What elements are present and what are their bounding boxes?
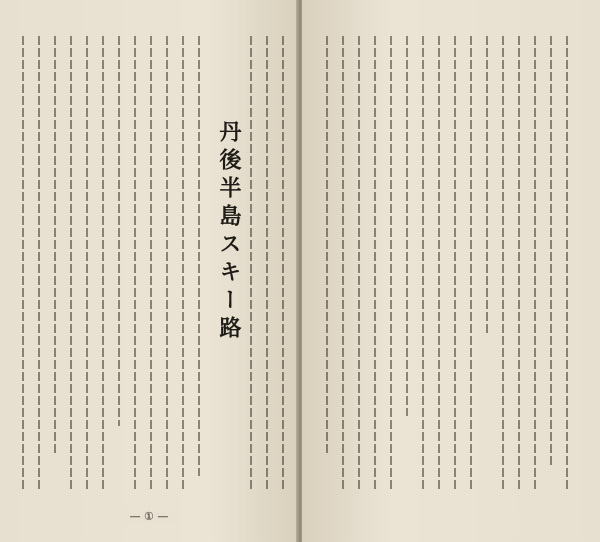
right-page-body-text (326, 36, 576, 492)
page-number-label: — ① — (122, 510, 177, 523)
text-column (38, 36, 40, 492)
text-column (102, 36, 104, 492)
text-column (390, 36, 392, 492)
left-page (0, 0, 298, 542)
text-column (406, 36, 408, 416)
text-column (282, 36, 284, 492)
text-column (326, 36, 328, 456)
text-column (470, 36, 472, 492)
text-column (454, 36, 456, 492)
text-column (266, 36, 268, 492)
text-column (118, 36, 120, 426)
text-column (422, 36, 424, 492)
text-column (182, 36, 184, 492)
right-page (302, 0, 600, 542)
text-column (70, 36, 72, 492)
text-column (342, 36, 344, 492)
text-column (518, 36, 520, 492)
text-column (502, 36, 504, 492)
text-column (358, 36, 360, 492)
chapter-title: 丹後半島スキー路 (216, 120, 242, 344)
text-column (486, 36, 488, 336)
page-number (0, 510, 298, 523)
text-column (54, 36, 56, 456)
text-column (150, 36, 152, 492)
text-column (86, 36, 88, 492)
text-column (198, 36, 200, 476)
text-column (22, 36, 24, 492)
text-column (534, 36, 536, 492)
text-column (134, 36, 136, 492)
text-column (166, 36, 168, 492)
text-column (566, 36, 568, 492)
text-column (438, 36, 440, 492)
text-column (550, 36, 552, 466)
text-column (250, 36, 252, 492)
text-column (374, 36, 376, 492)
